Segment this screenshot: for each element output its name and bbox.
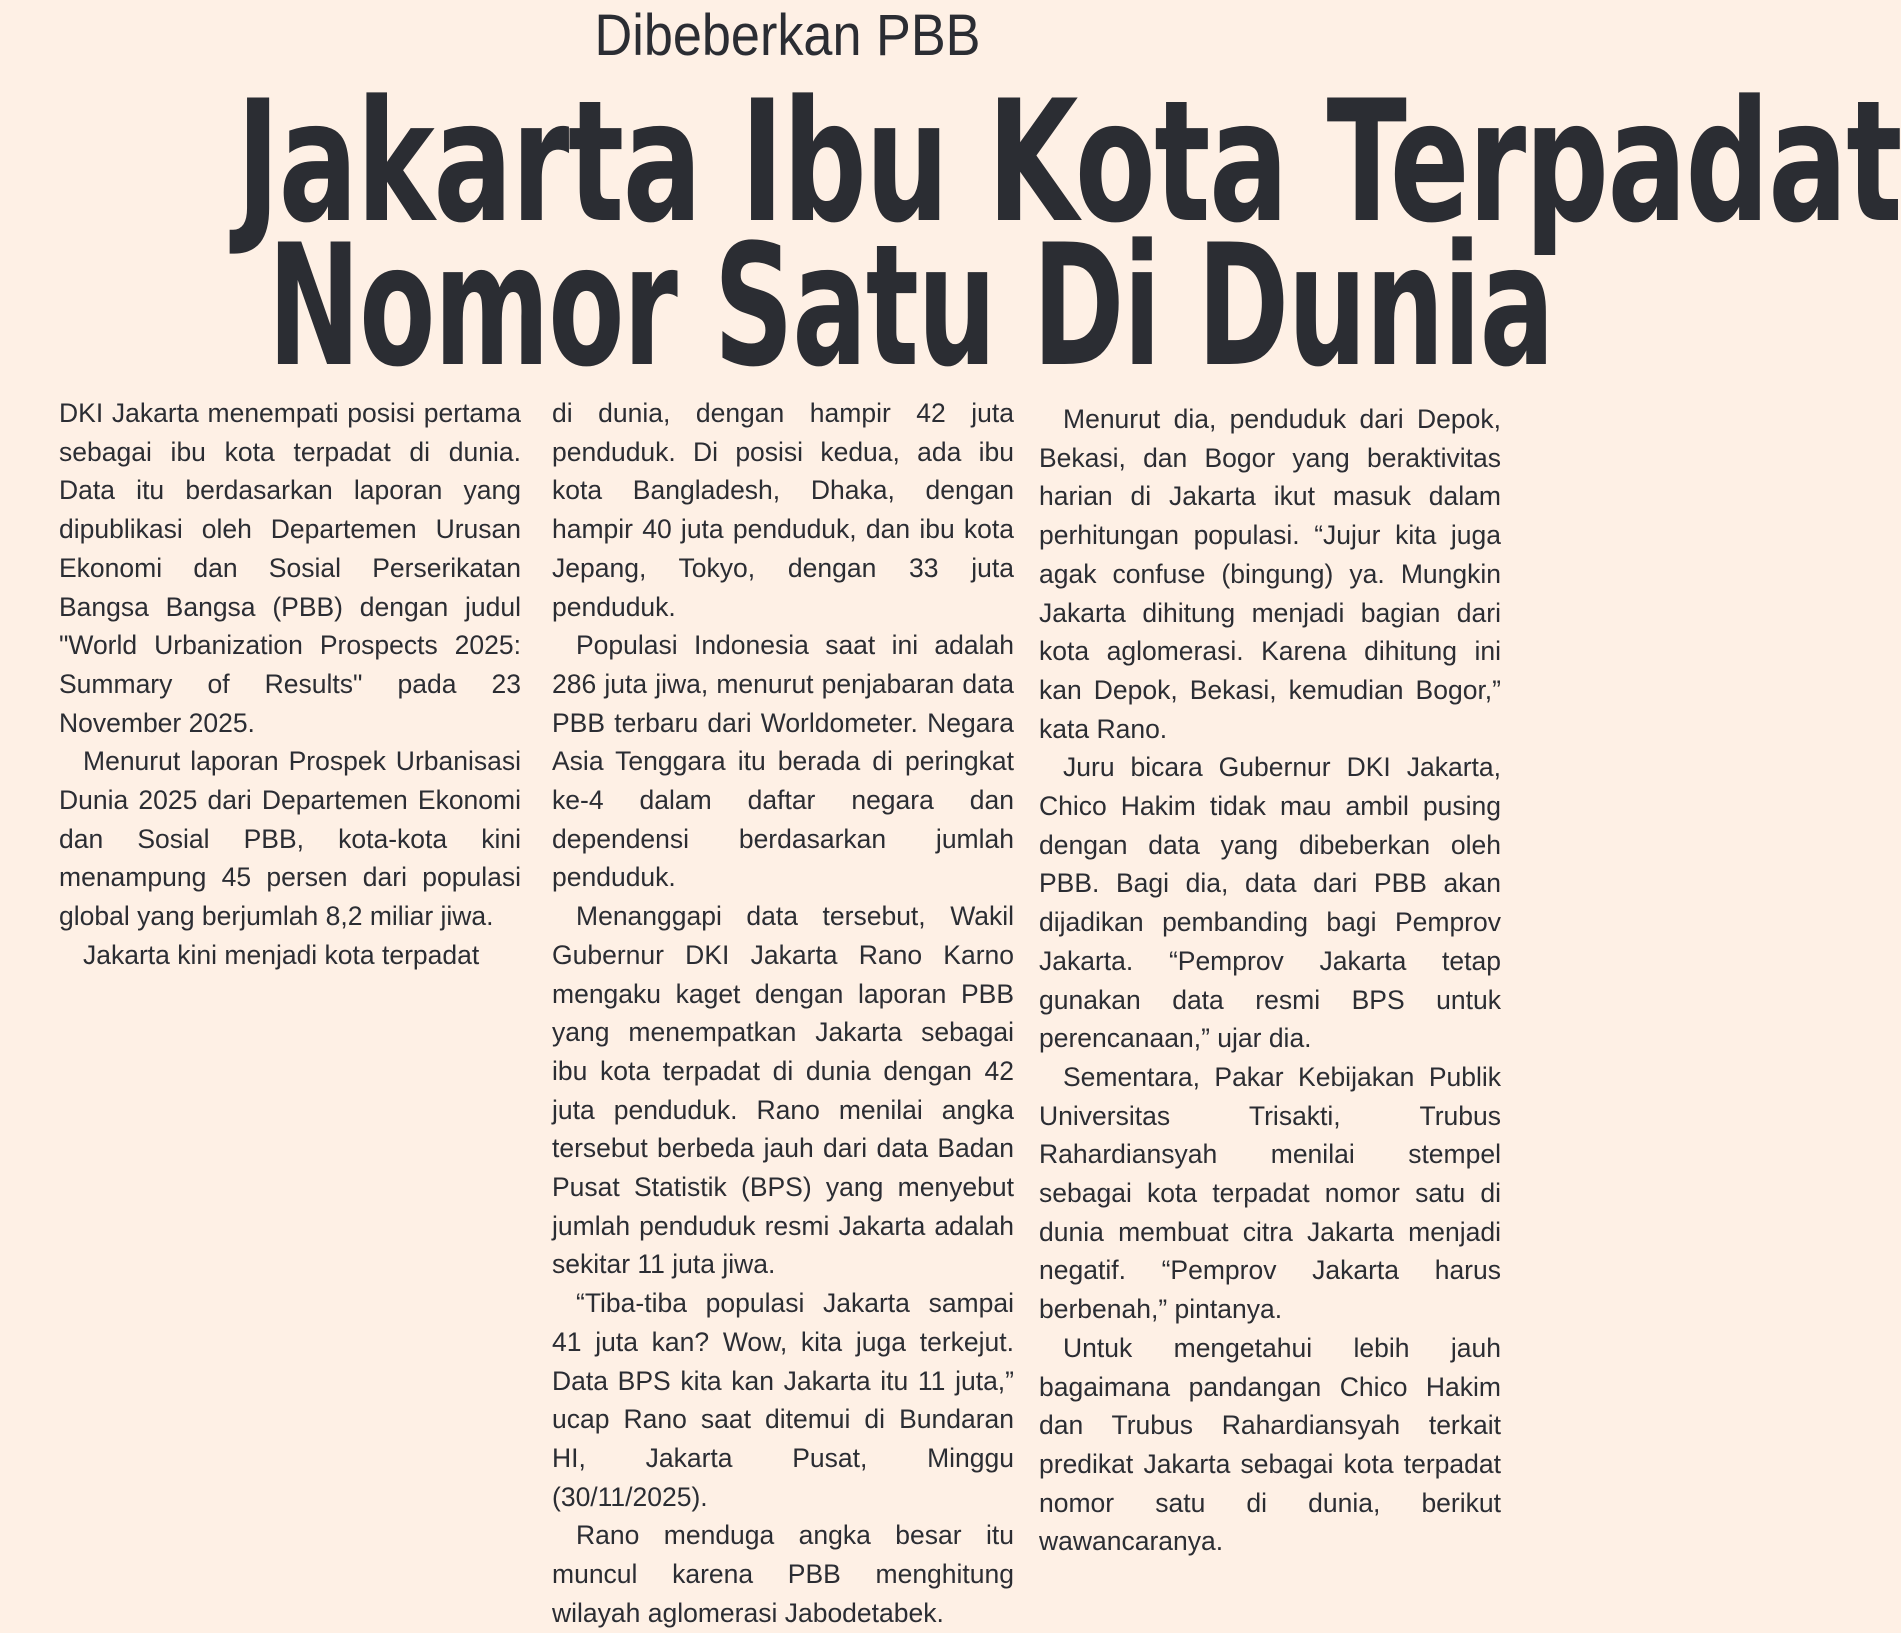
article-column-1 [59, 394, 521, 975]
headline-line-2: Nomor Satu Di Dunia [267, 208, 1554, 404]
paragraph: Rano menduga angka besar itu muncul karena PBB menghitung wilayah aglomerasi Jabodetabek. [552, 1520, 1014, 1628]
paragraph: “Tiba-tiba populasi Jakarta sampai 41 juta kan? Wow, kita juga terkejut. Data BPS kita kan Jakarta itu 11 juta,” ucap Rano saat ditemui di Bundaran HI, Jakarta Pusat, Minggu (30/11/2025). [552, 1288, 1014, 1512]
kicker: Dibeberkan PBB [594, 3, 981, 68]
paragraph: Juru bicara Gubernur DKI Jakarta, Chico Hakim tidak mau ambil pusing dengan data yang dibeberkan oleh PBB. Bagi dia, data dari PBB akan dijadikan pembanding bagi Pemprov Jakarta. “Pemprov Jakarta tetap gunakan data resmi BPS untuk perencanaan,” ujar dia. [1039, 752, 1501, 1054]
paragraph: Sementara, Pakar Kebijakan Publik Universitas Trisakti, Trubus Rahardiansyah menilai stempel sebagai kota terpadat nomor satu di dunia membuat citra Jakarta menjadi negatif. “Pemprov Jakarta harus berbenah,” pintanya. [1039, 1061, 1501, 1325]
paragraph: Jakarta kini menjadi kota terpadat [83, 939, 480, 970]
paragraph: Menurut dia, penduduk dari Depok, Bekasi, dan Bogor yang beraktivitas harian di Jakarta ikut masuk dalam perhitungan populasi. “Jujur kita juga agak confuse (bingung) ya. Mungkin Jakarta dihitung menjadi bagian dari kota aglomerasi. Karena dihitung ini kan Depok, Bekasi, kemudian Bogor,” kata Rano. [1039, 404, 1501, 744]
paragraph: DKI Jakarta menempati posisi pertama sebagai ibu kota terpadat di dunia. Data itu berdasarkan laporan yang dipublikasi oleh Departemen Urusan Ekonomi dan Sosial Perserikatan Bangsa Bangsa (PBB) dengan judul "World Urbanization Prospects 2025: Summary of Results" pada 23 November 2025. [59, 398, 521, 738]
paragraph: di dunia, dengan hampir 42 juta penduduk. Di posisi kedua, ada ibu kota Bangladesh, Dhaka, dengan hampir 40 juta penduduk, dan ibu kota Jepang, Tokyo, dengan 33 juta penduduk. [552, 398, 1014, 622]
paragraph: Menanggapi data tersebut, Wakil Gubernur DKI Jakarta Rano Karno mengaku kaget dengan laporan PBB yang menempatkan Jakarta sebagai ibu kota terpadat di dunia dengan 42 juta penduduk. Rano menilai angka tersebut berbeda jauh dari data Badan Pusat Statistik (BPS) yang menyebut jumlah penduduk resmi Jakarta adalah sekitar 11 juta jiwa. [552, 901, 1014, 1280]
paragraph: Menurut laporan Prospek Urbanisasi Dunia 2025 dari Departemen Ekonomi dan Sosial PBB, kota-kota kini menampung 45 persen dari populasi global yang berjumlah 8,2 miliar jiwa. [59, 746, 521, 932]
headline-line-1: Jakarta Ibu Kota Terpadat [236, 64, 1901, 260]
article-column-3 [1039, 400, 1501, 1561]
article-column-2 [552, 394, 1014, 1633]
paragraph: Untuk mengetahui lebih jauh bagaimana pandangan Chico Hakim dan Trubus Rahardiansyah terkait predikat Jakarta sebagai kota terpadat nomor satu di dunia, berikut wawancaranya. [1039, 1332, 1501, 1557]
paragraph: Populasi Indonesia saat ini adalah 286 juta jiwa, menurut penjabaran data PBB terbaru dari Worldometer. Negara Asia Tenggara itu berada di peringkat ke-4 dalam daftar negara dan dependensi berdasarkan jumlah penduduk. [552, 630, 1014, 893]
